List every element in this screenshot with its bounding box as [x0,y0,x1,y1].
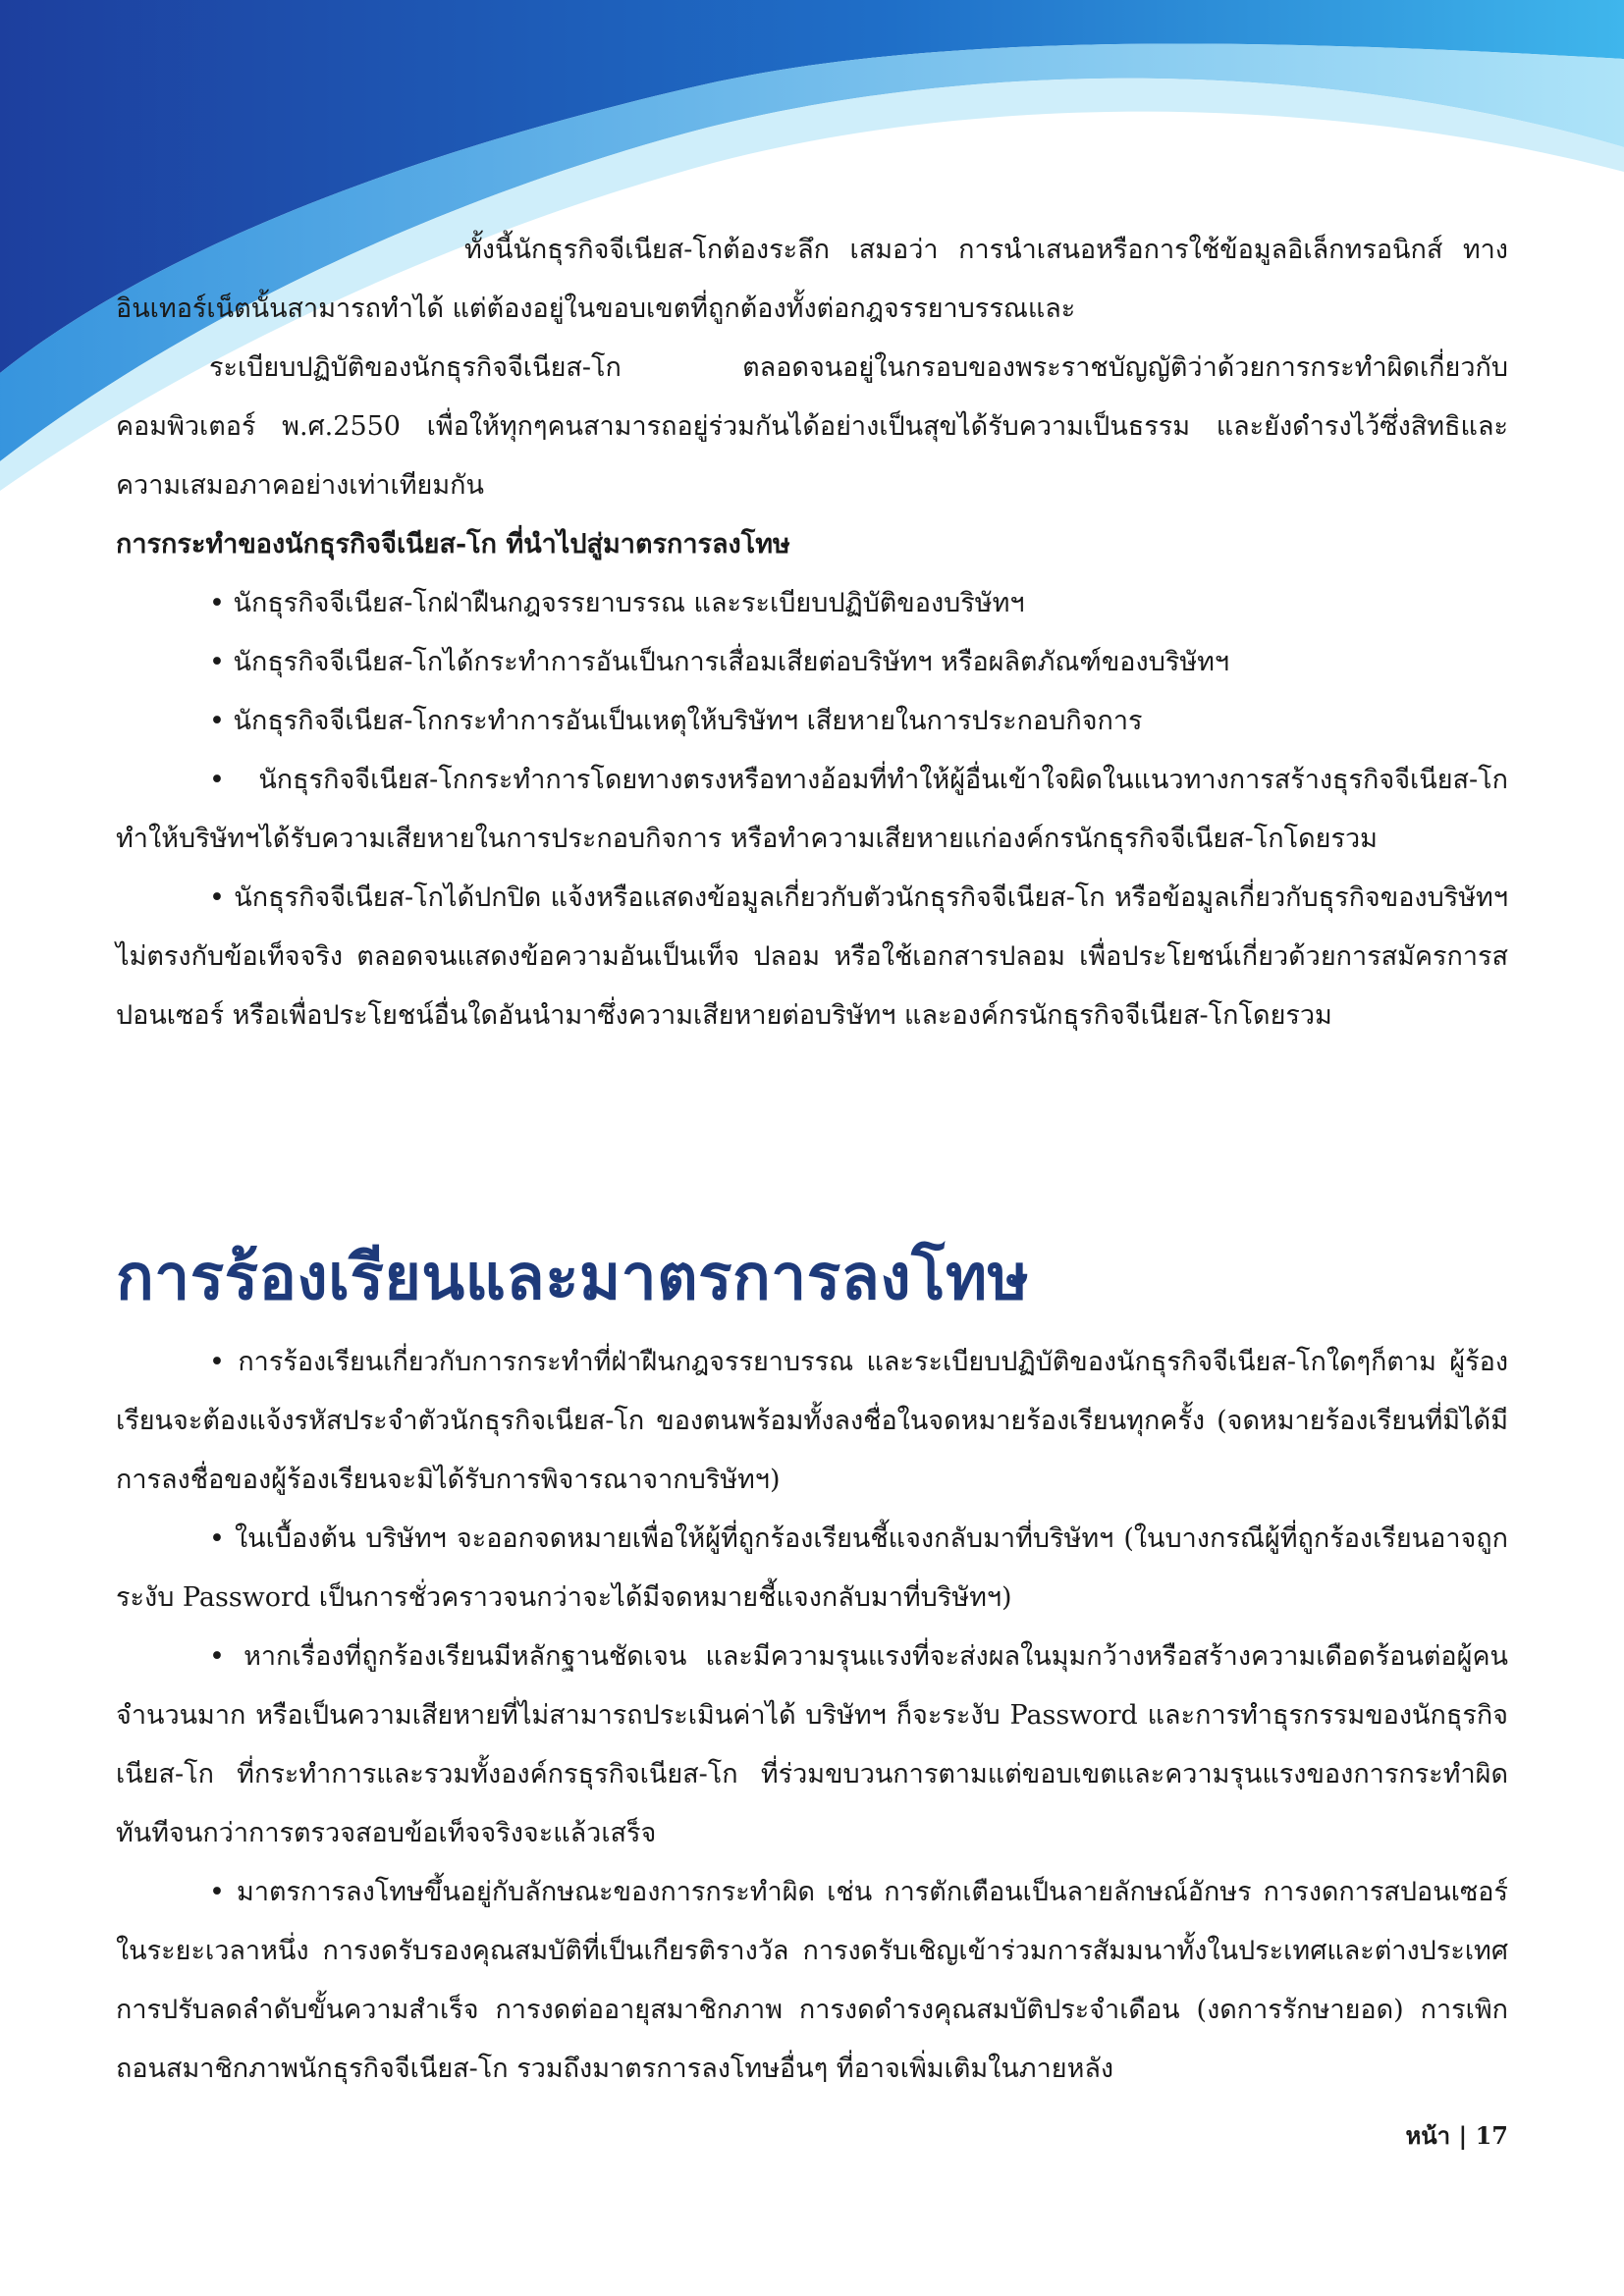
action-item: • นักธุรกิจจีเนียส-โกกระทำการอันเป็นเหตุให้บริษัทฯ เสียหายในการประกอบกิจการ [209,706,1143,736]
complaint-item: • การร้องเรียนเกี่ยวกับการกระทำที่ฝ่าฝืนกฎจรรยาบรรณ และระเบียบปฏิบัติของนักธุรกิจจีเนียส-โกใดๆก็ตาม ผู้ร้องเรียนจะต้องแจ้งรหัสประจำตัวนักธุรกิจเนียส-โก ของตนพร้อมทั้งลงชื่อในจดหมายร้องเรียนทุกครั้ง (จดหมายร้องเรียนที่มิได้มีการลงชื่อของผู้ร้องเรียนจะมิได้รับการพิจารณาจากบริษัทฯ) [116,1347,1508,1495]
actions-heading: การกระทำของนักธุรกิจจีเนียส-โก ที่นำไปสู่มาตรการลงโทษ [116,529,790,560]
intro-paragraph-1: ทั้งนี้นักธุรกิจจีเนียส-โกต้องระลึก เสมอว่า การนำเสนอหรือการใช้ข้อมูลอิเล็กทรอนิกส์ ทางอินเทอร์เน็ตนั้นสามารถทำได้ แต่ต้องอยู่ในขอบเขตที่ถูกต้องทั้งต่อกฎจรรยาบรรณและ [116,235,1508,324]
action-item: • นักธุรกิจจีเนียส-โกได้กระทำการอันเป็นการเสื่อมเสียต่อบริษัทฯ หรือผลิตภัณฑ์ของบริษัทฯ [209,647,1230,677]
complaint-item: • ในเบื้องต้น บริษัทฯ จะออกจดหมายเพื่อให้ผู้ที่ถูกร้องเรียนชี้แจงกลับมาที่บริษัทฯ (ในบางกรณีผู้ที่ถูกร้องเรียนอาจถูกระงับ Password เป็นการชั่วคราวจนกว่าจะได้มีจดหมายชี้แจงกลับมาที่บริษัทฯ) [116,1523,1508,1613]
complaint-section [116,1333,1508,2099]
complaint-section-title: การร้องเรียนและมาตรการลงโทษ [116,1242,1030,1314]
page-number: หน้า | 17 [1405,2121,1508,2150]
action-item: • นักธุรกิจจีเนียส-โกกระทำการโดยทางตรงหรือทางอ้อมที่ทำให้ผู้อื่นเข้าใจผิดในแนวทางการสร้างธุรกิจจีเนียส-โก ทำให้บริษัทฯได้รับความเสียหายในการประกอบกิจการ หรือทำความเสียหายแก่องค์กรนักธุรกิจจีเนียส-โกโดยรวม [116,765,1508,854]
action-item: • นักธุรกิจจีเนียส-โกฝ่าฝืนกฎจรรยาบรรณ และระเบียบปฏิบัติของบริษัทฯ [209,588,1025,618]
intro-section [116,221,1508,1045]
action-item: • นักธุรกิจจีเนียส-โกได้ปกปิด แจ้งหรือแสดงข้อมูลเกี่ยวกับตัวนักธุรกิจจีเนียส-โก หรือข้อมูลเกี่ยวกับธุรกิจของบริษัทฯ ไม่ตรงกับข้อเท็จจริง ตลอดจนแสดงข้อความอันเป็นเท็จ ปลอม หรือใช้เอกสารปลอม เพื่อประโยชน์เกี่ยวด้วยการสมัครการสปอนเซอร์ หรือเพื่อประโยชน์อื่นใดอันนำมาซึ่งความเสียหายต่อบริษัทฯ และองค์กรนักธุรกิจจีเนียส-โกโดยรวม [116,882,1508,1031]
complaint-item: • หากเรื่องที่ถูกร้องเรียนมีหลักฐานชัดเจน และมีความรุนแรงที่จะส่งผลในมุมกว้างหรือสร้างความเดือดร้อนต่อผู้คนจำนวนมาก หรือเป็นความเสียหายที่ไม่สามารถประเมินค่าได้ บริษัทฯ ก็จะระงับ Password และการทำธุรกรรมของนักธุรกิจเนียส-โก ที่กระทำการและรวมทั้งองค์กรธุรกิจเนียส-โก ที่ร่วมขบวนการตามแต่ขอบเขตและความรุนแรงของการกระทำผิดทันทีจนกว่าการตรวจสอบข้อเท็จจริงจะแล้วเสร็จ [116,1641,1508,1848]
intro-paragraph-2: ระเบียบปฏิบัติของนักธุรกิจจีเนียส-โก ตลอดจนอยู่ในกรอบของพระราชบัญญัติว่าด้วยการกระทำผิดเกี่ยวกับคอมพิวเตอร์ พ.ศ.2550 เพื่อให้ทุกๆคนสามารถอยู่ร่วมกันได้อย่างเป็นสุขได้รับความเป็นธรรม และยังดำรงไว้ซึ่งสิทธิและความเสมอภาคอย่างเท่าเทียมกัน [116,352,1508,501]
complaint-item: • มาตรการลงโทษขึ้นอยู่กับลักษณะของการกระทำผิด เช่น การตักเตือนเป็นลายลักษณ์อักษร การงดการสปอนเซอร์ในระยะเวลาหนึ่ง การงดรับรองคุณสมบัติที่เป็นเกียรติรางวัล การงดรับเชิญเข้าร่วมการสัมมนาทั้งในประเทศและต่างประเทศ การปรับลดลำดับขั้นความสำเร็จ การงดต่ออายุสมาชิกภาพ การงดดำรงคุณสมบัติประจำเดือน (งดการรักษายอด) การเพิกถอนสมาชิกภาพนักธุรกิจจีเนียส-โก รวมถึงมาตรการลงโทษอื่นๆ ที่อาจเพิ่มเติมในภายหลัง [116,1877,1508,2084]
